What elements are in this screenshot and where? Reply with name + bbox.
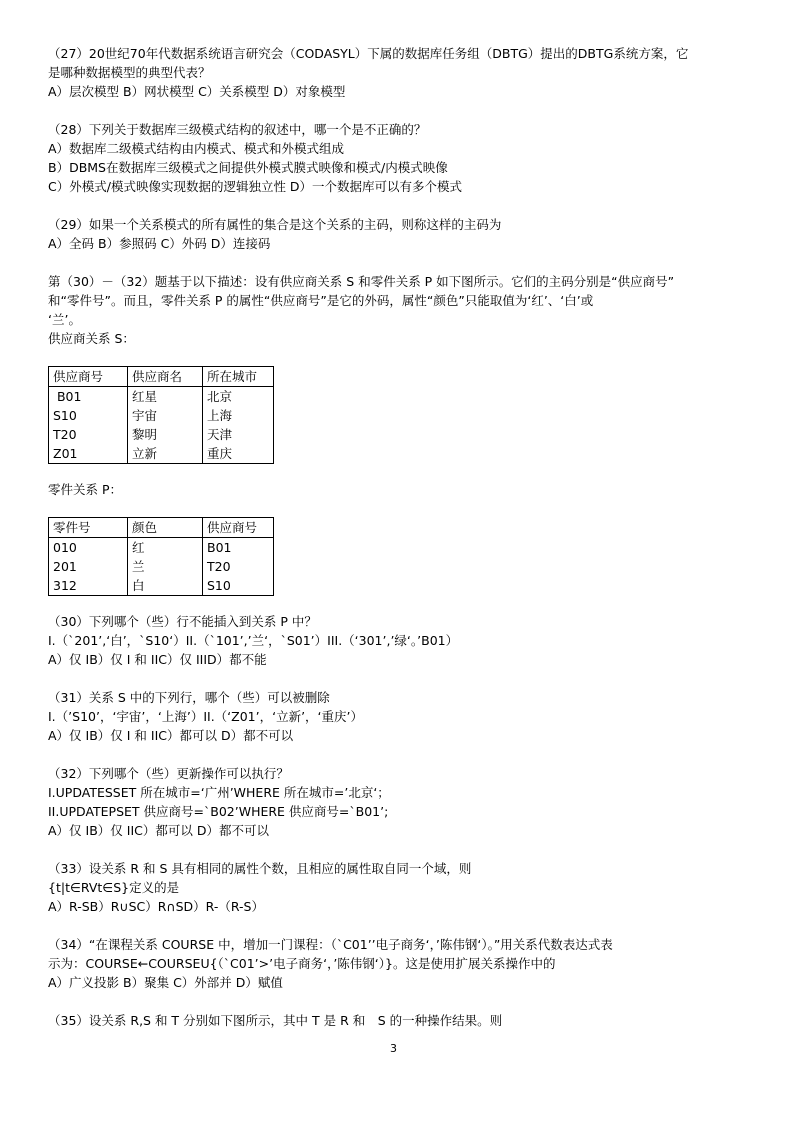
- table-cell: 兰: [128, 557, 203, 576]
- intro-line1: 第（30）－（32）题基于以下描述：设有供应商关系 S 和零件关系 P 如下图所示。它们的主码分别是“供应商号”: [48, 274, 675, 289]
- parts-relation-label: 零件关系 P：: [48, 482, 123, 497]
- intro-line2: 和“零件号”。而且，零件关系 P 的属性“供应商号”是它的外码，属性“颜色”只能取值为‘红’、‘白’或: [48, 293, 594, 308]
- table-cell: Z01: [49, 444, 128, 464]
- q28-stem: （28）下列关于数据库三级模式结构的叙述中，哪一个是不正确的？: [48, 122, 427, 137]
- column-header: 颜色: [128, 518, 203, 538]
- table-cell: 红: [128, 538, 203, 558]
- q31-items: I.（’S10’，‘宇宙’，‘上海’）II.（‘Z01’，‘立新’，‘重庆’）: [48, 709, 363, 724]
- table-cell: 白: [128, 576, 203, 596]
- intro-line3: ‘兰’。: [48, 312, 81, 327]
- q34-line2: 示为：COURSE←COURSEU{（`C01’>’电子商务‘，’陈伟钢‘）}。这是使用扩展关系操作中的: [48, 956, 556, 971]
- table-row: [49, 425, 274, 444]
- table-row: [49, 557, 274, 576]
- table-cell: T20: [49, 425, 128, 444]
- table-cell: 宇宙: [128, 406, 203, 425]
- q30-items: I.（`201’,‘白’，`S10‘）II.（`101’,’兰‘，`S01’）III.（‘301’,’绿‘。’B01）: [48, 633, 459, 648]
- supplier-table: [48, 366, 274, 464]
- q27-line1: （27）20世纪70年代数据系统语言研究会（CODASYL）下属的数据库任务组（DBTG）提出的DBTG系统方案，它: [48, 46, 689, 61]
- q29-stem: （29）如果一个关系模式的所有属性的集合是这个关系的主码，则称这样的主码为: [48, 217, 502, 232]
- column-header: 供应商号: [49, 367, 128, 387]
- table-cell: 立新: [128, 444, 203, 464]
- table-cell: T20: [203, 557, 274, 576]
- table-cell: 010: [49, 538, 128, 558]
- table-cell: 201: [49, 557, 128, 576]
- q27-options: A）层次模型 B）网状模型 C）关系模型 D）对象模型: [48, 84, 346, 99]
- q28-option-a: A）数据库二级模式结构由内模式、模式和外模式组成: [48, 141, 345, 156]
- q27-line2: 是哪种数据模型的典型代表？: [48, 65, 211, 80]
- supplier-relation-label: 供应商关系 S：: [48, 331, 135, 346]
- question-31: [48, 688, 748, 745]
- q29-options: A）全码 B）参照码 C）外码 D）连接码: [48, 236, 271, 251]
- q31-options: A）仅 IB）仅 I 和 IIC）都可以 D）都不可以: [48, 728, 294, 743]
- table-cell: 黎明: [128, 425, 203, 444]
- q35-stem: （35）设关系 R,S 和 T 分别如下图所示，其中 T 是 R 和 S 的一种操作结果。则: [48, 1013, 503, 1028]
- q33-formula: {t|t∈RVt∈S}定义的是: [48, 880, 180, 895]
- table-row: [49, 406, 274, 425]
- table-header-row: [49, 518, 274, 538]
- shared-description: [48, 272, 748, 348]
- q31-stem: （31）关系 S 中的下列行，哪个（些）可以被删除: [48, 690, 330, 705]
- table-cell: 红星: [128, 387, 203, 407]
- table-cell: B01: [49, 387, 128, 407]
- column-header: 供应商号: [203, 518, 274, 538]
- table-cell: S10: [49, 406, 128, 425]
- question-29: [48, 215, 748, 253]
- q33-stem: （33）设关系 R 和 S 具有相同的属性个数，且相应的属性取自同一个域，则: [48, 861, 472, 876]
- table-cell: 北京: [203, 387, 274, 407]
- question-34: [48, 935, 748, 992]
- table-header-row: [49, 367, 274, 387]
- page-number: 3: [390, 1042, 397, 1055]
- table-row: [49, 387, 274, 407]
- table-cell: 天津: [203, 425, 274, 444]
- table-row: [49, 576, 274, 596]
- q32-stem: （32）下列哪个（些）更新操作可以执行？: [48, 766, 289, 781]
- table-cell: 上海: [203, 406, 274, 425]
- q30-stem: （30）下列哪个（些）行不能插入到关系 P 中？: [48, 614, 317, 629]
- column-header: 所在城市: [203, 367, 274, 387]
- table-row: [49, 538, 274, 558]
- table-cell: 重庆: [203, 444, 274, 464]
- table-cell: S10: [203, 576, 274, 596]
- q34-line1: （34）“在课程关系 COURSE 中，增加一门课程：（`C01’’电子商务‘，’陈伟钢‘）。”用关系代数表达式表: [48, 937, 613, 952]
- question-32: [48, 764, 748, 840]
- parts-table: [48, 517, 274, 596]
- q32-options: A）仅 IB）仅 IIC）都可以 D）都不可以: [48, 823, 269, 838]
- q32-item1: I.UPDATESSET 所在城市=‘广州’WHERE 所在城市=’北京‘；: [48, 785, 390, 800]
- question-30: [48, 612, 748, 669]
- question-28: [48, 120, 748, 196]
- q32-item2: II.UPDATEPSET 供应商号=`B02’WHERE 供应商号=`B01’;: [48, 804, 389, 819]
- question-27: [48, 44, 748, 101]
- q33-options: A）R-SB）R∪SC）R∩SD）R-（R-S）: [48, 899, 264, 914]
- q28-option-c: C）外模式/模式映像实现数据的逻辑独立性 D）一个数据库可以有多个模式: [48, 179, 463, 194]
- table-cell: B01: [203, 538, 274, 558]
- q34-options: A）广义投影 B）聚集 C）外部并 D）赋值: [48, 975, 283, 990]
- q28-option-b: B）DBMS在数据库三级模式之间提供外模式膜式映像和模式/内模式映像: [48, 160, 448, 175]
- question-35: [48, 1011, 748, 1030]
- document-page: [48, 44, 748, 1030]
- question-33: [48, 859, 748, 916]
- q30-options: A）仅 IB）仅 I 和 IIC）仅 IIID）都不能: [48, 652, 267, 667]
- table-cell: 312: [49, 576, 128, 596]
- column-header: 供应商名: [128, 367, 203, 387]
- table-row: [49, 444, 274, 464]
- column-header: 零件号: [49, 518, 128, 538]
